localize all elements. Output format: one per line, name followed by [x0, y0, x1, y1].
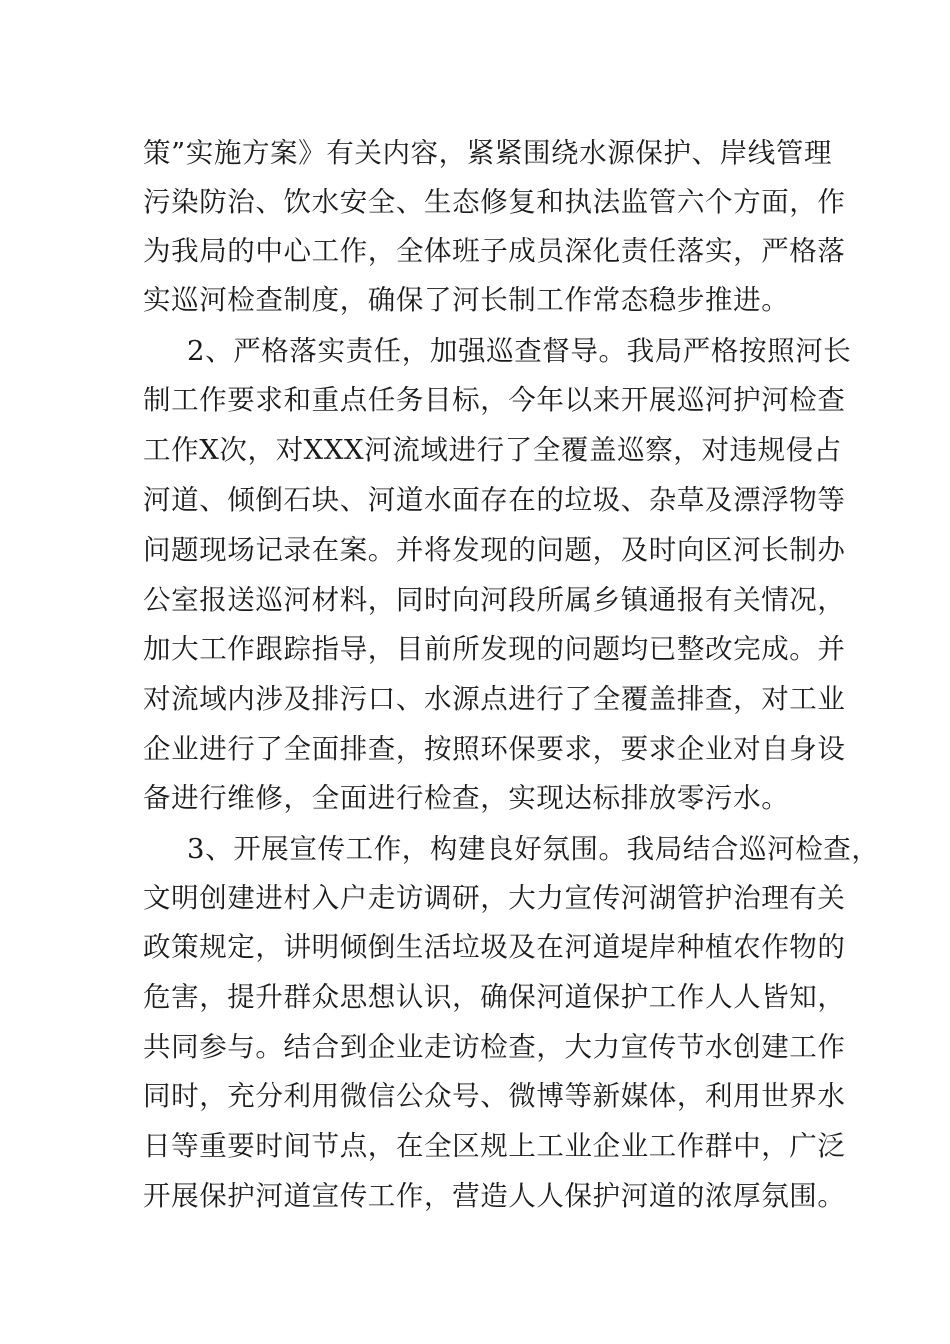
text-line: 政策规定，讲明倾倒生活垃圾及在河道堤岸种植农作物的 — [143, 931, 846, 963]
paragraph-2-first-line: 2、严格落实责任，加强巡查督导。我局严格按照河长 — [187, 335, 852, 367]
text-line: 备进行维修，全面进行检查，实现达标排放零污水。 — [143, 782, 790, 814]
text-line: 公室报送巡河材料，同时向河段所属乡镇通报有关情况， — [143, 584, 846, 616]
paragraph-3-first-line: 3、开展宣传工作，构建良好氛围。我局结合巡河检查， — [187, 833, 880, 865]
text-line: 加大工作跟踪指导，目前所发现的问题均已整改完成。并 — [143, 633, 846, 665]
text-line: 实巡河检查制度，确保了河长制工作常态稳步推进。 — [143, 284, 790, 316]
text-line: 为我局的中心工作，全体班子成员深化责任落实，严格落 — [143, 235, 846, 267]
text-line: 危害，提升群众思想认识，确保河道保护工作人人皆知， — [143, 981, 846, 1013]
text-line: 对流域内涉及排污口、水源点进行了全覆盖排查，对工业 — [143, 683, 846, 715]
text-line: 同时，充分利用微信公众号、微博等新媒体，利用世界水 — [143, 1080, 846, 1112]
text-line: 共同参与。结合到企业走访检查，大力宣传节水创建工作 — [143, 1031, 846, 1063]
text-line: 问题现场记录在案。并将发现的问题，及时向区河长制办 — [143, 534, 846, 566]
text-line: 制工作要求和重点任务目标，今年以来开展巡河护河检查 — [143, 384, 846, 416]
text-line: 工作X次，对XXX河流域进行了全覆盖巡察，对违规侵占 — [143, 434, 842, 466]
text-line: 污染防治、饮水安全、生态修复和执法监管六个方面，作 — [143, 186, 846, 218]
text-line: 河道、倾倒石块、河道水面存在的垃圾、杂草及漂浮物等 — [143, 484, 846, 516]
text-line: 策”实施方案》有关内容，紧紧围绕水源保护、岸线管理 — [143, 137, 833, 169]
text-line: 开展保护河道宣传工作，营造人人保护河道的浓厚氛围。 — [143, 1180, 846, 1212]
text-line: 文明创建进村入户走访调研，大力宣传河湖管护治理有关 — [143, 882, 846, 914]
text-line: 日等重要时间节点，在全区规上工业企业工作群中，广泛 — [143, 1130, 846, 1162]
text-line: 企业进行了全面排查，按照环保要求，要求企业对自身设 — [143, 733, 846, 765]
